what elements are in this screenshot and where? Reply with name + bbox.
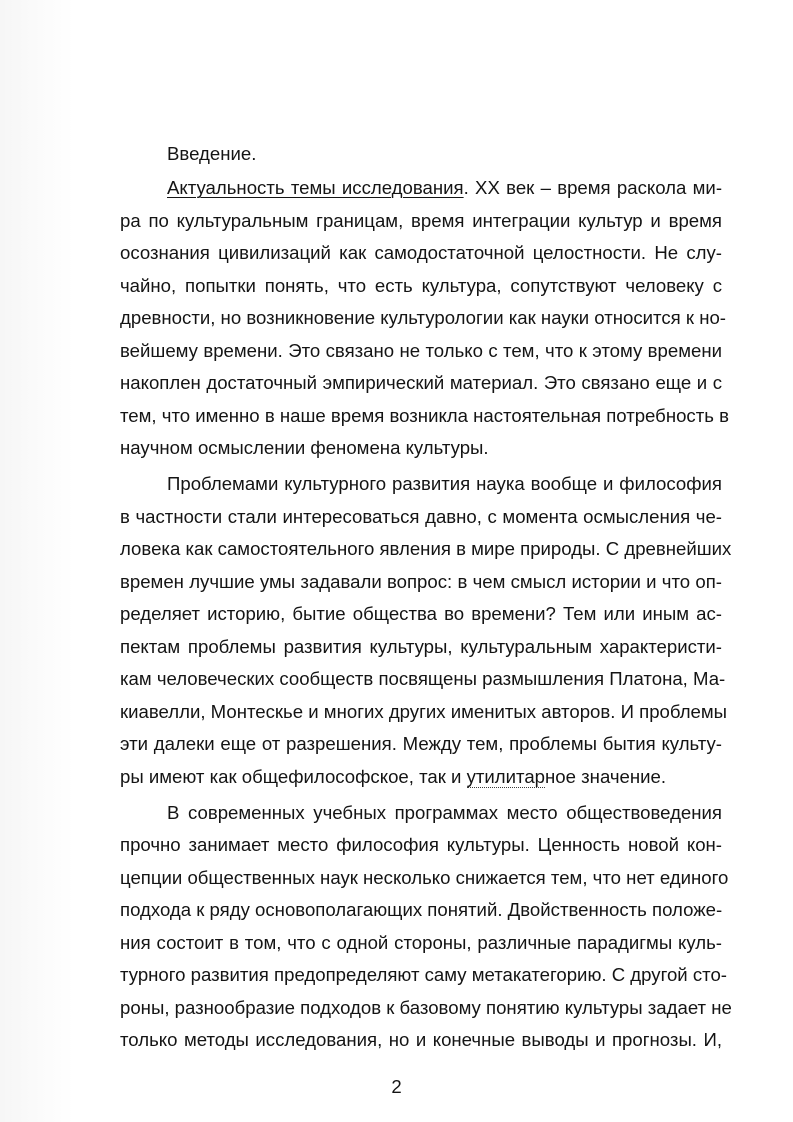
paragraph-line: эти далеки еще от разрешения. Между тем, проблемы бытия культу- [120, 733, 722, 754]
paragraph-line: только методы исследования, но и конечные выводы и прогнозы. И, [120, 1029, 722, 1050]
paragraph-line: пектам проблемы развития культуры, культуральным характеристи- [120, 635, 722, 657]
paragraph-line: В современных учебных программах место обществоведения [167, 801, 722, 823]
paragraph-line: ределяет историю, бытие общества во времени? Тем или иным ас- [120, 603, 722, 624]
paragraph-line: тем, что именно в наше время возникла настоятельная потребность в [120, 404, 729, 426]
paragraph-line: времен лучшие умы задавали вопрос: в чем смысл истории и что оп- [120, 570, 722, 592]
paragraph-line: ния состоит в том, что с одной стороны, различные парадигмы куль- [120, 931, 722, 953]
paragraph-line: цепции общественных наук несколько снижается тем, что нет единого [120, 866, 729, 888]
paragraph-relevance [120, 172, 729, 465]
paragraph-curriculum [120, 797, 732, 1057]
line-text: ное значение. [545, 765, 667, 787]
paragraph-line: осознания цивилизаций как самодостаточной целостности. Не слу- [120, 242, 722, 263]
paragraph-line: вейшему времени. Это связано не только с тем, что к этому времени [120, 339, 722, 361]
paragraph-line: подхода к ряду основополагающих понятий. Двойственность положе- [120, 899, 723, 920]
paragraph-line: прочно занимает место философия культуры. Ценность новой кон- [120, 834, 722, 855]
spellcheck-marked-word: утилитар [466, 765, 546, 787]
paragraph-line: научном осмыслении феномена культуры. [120, 437, 489, 458]
paragraph-line: чайно, попытки понять, что есть культура, сопутствуют человеку с [120, 274, 722, 296]
paragraph-line [120, 172, 722, 205]
paragraph-culture-problems [120, 468, 732, 793]
paragraph-line: ловека как самостоятельного явления в мире природы. С древнейших [120, 538, 732, 559]
paragraph-line: киавелли, Монтескье и многих других именитых авторов. И проблемы [120, 700, 728, 722]
paragraph-line [120, 761, 722, 794]
page-number: 2 [391, 1076, 402, 1097]
paragraph-line: Проблемами культурного развития наука вообще и философия [167, 473, 722, 494]
line-text: . XX век – время раскола ми- [463, 177, 723, 198]
paragraph-line: кам человеческих сообществ посвящены размышления Платона, Ма- [120, 668, 726, 689]
section-heading: Введение. [167, 143, 257, 164]
underlined-topic-phrase: Актуальность темы исследования [167, 177, 464, 198]
paragraph-line: турного развития предопределяют саму метакатегорию. С другой сто- [120, 964, 727, 985]
paragraph-line: роны, разнообразие подходов к базовому понятию культуры задает не [120, 996, 732, 1018]
paragraph-line: накоплен достаточный эмпирический материал. Это связано еще и с [120, 372, 722, 393]
line-text: ры имеют как общефилософское, так и [120, 765, 467, 787]
scan-margin-shadow [0, 0, 74, 1122]
document-body [120, 138, 732, 1057]
paragraph-line: в частности стали интересоваться давно, с момента осмысления че- [120, 505, 722, 527]
paragraph-line: ра по культуральным границам, время интеграции культур и время [120, 209, 722, 231]
paragraph-line: древности, но возникновение культурологии как науки относится к но- [120, 307, 726, 328]
